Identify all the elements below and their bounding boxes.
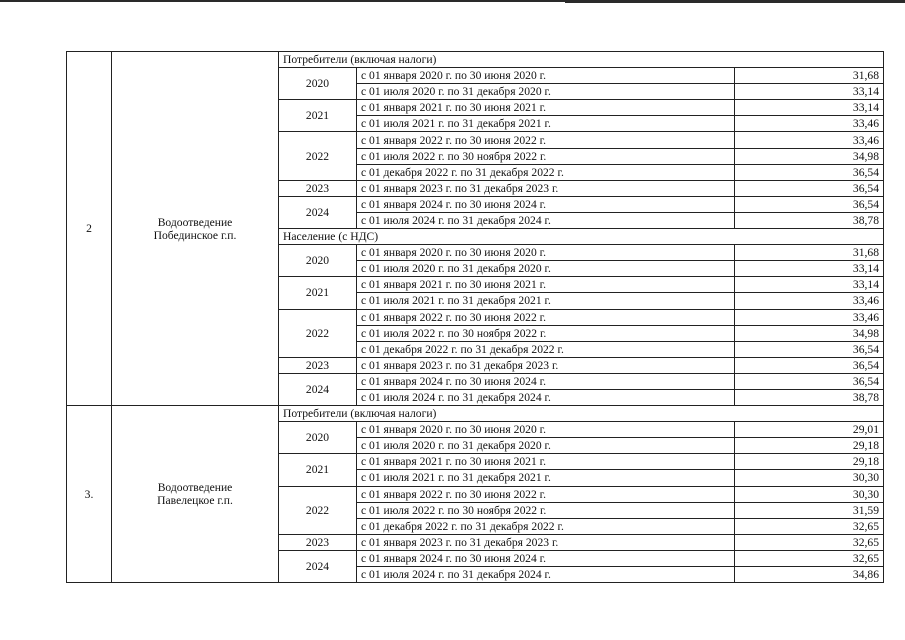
tariff-value-cell: 36,54 [735, 196, 884, 212]
period-cell: с 01 июля 2021 г. по 31 декабря 2021 г. [357, 116, 735, 132]
tariff-value-cell: 33,14 [735, 84, 884, 100]
period-cell: с 01 января 2022 г. по 30 июня 2022 г. [357, 132, 735, 148]
tariff-value-cell: 33,46 [735, 132, 884, 148]
year-cell: 2020 [279, 68, 357, 100]
tariff-value-cell: 30,30 [735, 470, 884, 486]
tariff-value-cell: 32,65 [735, 550, 884, 566]
consumer-group-title: Потребители (включая налоги) [279, 406, 884, 422]
consumer-group-title: Потребители (включая налоги) [279, 52, 884, 68]
tariff-value-cell: 34,98 [735, 148, 884, 164]
tariff-value-cell: 29,18 [735, 438, 884, 454]
period-cell: с 01 июля 2024 г. по 31 декабря 2024 г. [357, 567, 735, 583]
service-name [112, 52, 279, 406]
period-cell: с 01 июля 2022 г. по 30 ноября 2022 г. [357, 148, 735, 164]
period-cell: с 01 января 2024 г. по 30 июня 2024 г. [357, 550, 735, 566]
tariff-value-cell: 29,01 [735, 422, 884, 438]
period-cell: с 01 января 2020 г. по 30 июня 2020 г. [357, 245, 735, 261]
group-header-row [67, 52, 884, 68]
service-name-line: Побединское г.п. [153, 228, 237, 242]
period-cell: с 01 января 2023 г. по 31 декабря 2023 г. [357, 534, 735, 550]
tariff-value-cell: 36,54 [735, 341, 884, 357]
period-cell: с 01 января 2022 г. по 30 июня 2022 г. [357, 309, 735, 325]
tariff-value-cell: 31,68 [735, 68, 884, 84]
period-cell: с 01 января 2021 г. по 30 июня 2021 г. [357, 454, 735, 470]
tariff-value-cell: 34,98 [735, 325, 884, 341]
period-cell: с 01 июля 2022 г. по 30 ноября 2022 г. [357, 502, 735, 518]
tariff-value-cell: 33,14 [735, 261, 884, 277]
period-cell: с 01 января 2021 г. по 30 июня 2021 г. [357, 277, 735, 293]
period-cell: с 01 января 2023 г. по 31 декабря 2023 г. [357, 180, 735, 196]
tariff-value-cell: 30,30 [735, 486, 884, 502]
service-name-line: Водоотведение [157, 215, 233, 229]
tariff-value-cell: 36,54 [735, 373, 884, 389]
year-cell: 2021 [279, 454, 357, 486]
year-cell: 2020 [279, 245, 357, 277]
period-cell: с 01 января 2020 г. по 30 июня 2020 г. [357, 422, 735, 438]
year-cell: 2020 [279, 422, 357, 454]
block-number: 3. [67, 406, 112, 583]
tariff-table-body [67, 52, 884, 583]
tariff-value-cell: 33,46 [735, 309, 884, 325]
period-cell: с 01 июля 2020 г. по 31 декабря 2020 г. [357, 438, 735, 454]
tariff-value-cell: 33,46 [735, 116, 884, 132]
year-cell: 2021 [279, 277, 357, 309]
tariff-value-cell: 32,65 [735, 534, 884, 550]
period-cell: с 01 января 2024 г. по 30 июня 2024 г. [357, 196, 735, 212]
page-top-rule-thick [565, 0, 905, 3]
period-cell: с 01 июля 2022 г. по 30 ноября 2022 г. [357, 325, 735, 341]
tariff-value-cell: 29,18 [735, 454, 884, 470]
period-cell: с 01 июля 2020 г. по 31 декабря 2020 г. [357, 261, 735, 277]
tariff-value-cell: 36,54 [735, 357, 884, 373]
period-cell: с 01 января 2021 г. по 30 июня 2021 г. [357, 100, 735, 116]
year-cell: 2024 [279, 373, 357, 405]
consumer-group-title: Население (с НДС) [279, 229, 884, 245]
year-cell: 2022 [279, 309, 357, 357]
tariff-value-cell: 33,46 [735, 293, 884, 309]
group-header-row [67, 406, 884, 422]
tariff-value-cell: 32,65 [735, 518, 884, 534]
period-cell: с 01 января 2023 г. по 31 декабря 2023 г. [357, 357, 735, 373]
tariff-value-cell: 34,86 [735, 567, 884, 583]
service-name-line: Водоотведение [157, 481, 233, 495]
year-cell: 2022 [279, 486, 357, 534]
period-cell: с 01 июля 2020 г. по 31 декабря 2020 г. [357, 84, 735, 100]
tariff-value-cell: 31,68 [735, 245, 884, 261]
period-cell: с 01 января 2024 г. по 30 июня 2024 г. [357, 373, 735, 389]
year-cell: 2024 [279, 550, 357, 582]
year-cell: 2023 [279, 180, 357, 196]
tariff-value-cell: 31,59 [735, 502, 884, 518]
year-cell: 2022 [279, 132, 357, 180]
tariff-value-cell: 33,14 [735, 277, 884, 293]
period-cell: с 01 декабря 2022 г. по 31 декабря 2022 г. [357, 341, 735, 357]
period-cell: с 01 июля 2021 г. по 31 декабря 2021 г. [357, 293, 735, 309]
service-name-line: Павелецкое г.п. [157, 494, 233, 508]
tariff-value-cell: 36,54 [735, 180, 884, 196]
period-cell: с 01 июля 2024 г. по 31 декабря 2024 г. [357, 389, 735, 405]
period-cell: с 01 января 2022 г. по 30 июня 2022 г. [357, 486, 735, 502]
year-cell: 2024 [279, 196, 357, 228]
tariff-value-cell: 36,54 [735, 164, 884, 180]
block-number: 2 [67, 52, 112, 406]
period-cell: с 01 июля 2024 г. по 31 декабря 2024 г. [357, 212, 735, 228]
tariff-table [66, 51, 884, 583]
period-cell: с 01 декабря 2022 г. по 31 декабря 2022 г. [357, 518, 735, 534]
period-cell: с 01 декабря 2022 г. по 31 декабря 2022 г. [357, 164, 735, 180]
period-cell: с 01 июля 2021 г. по 31 декабря 2021 г. [357, 470, 735, 486]
year-cell: 2023 [279, 357, 357, 373]
service-name [112, 406, 279, 583]
year-cell: 2021 [279, 100, 357, 132]
year-cell: 2023 [279, 534, 357, 550]
tariff-value-cell: 38,78 [735, 212, 884, 228]
tariff-value-cell: 38,78 [735, 389, 884, 405]
tariff-value-cell: 33,14 [735, 100, 884, 116]
period-cell: с 01 января 2020 г. по 30 июня 2020 г. [357, 68, 735, 84]
